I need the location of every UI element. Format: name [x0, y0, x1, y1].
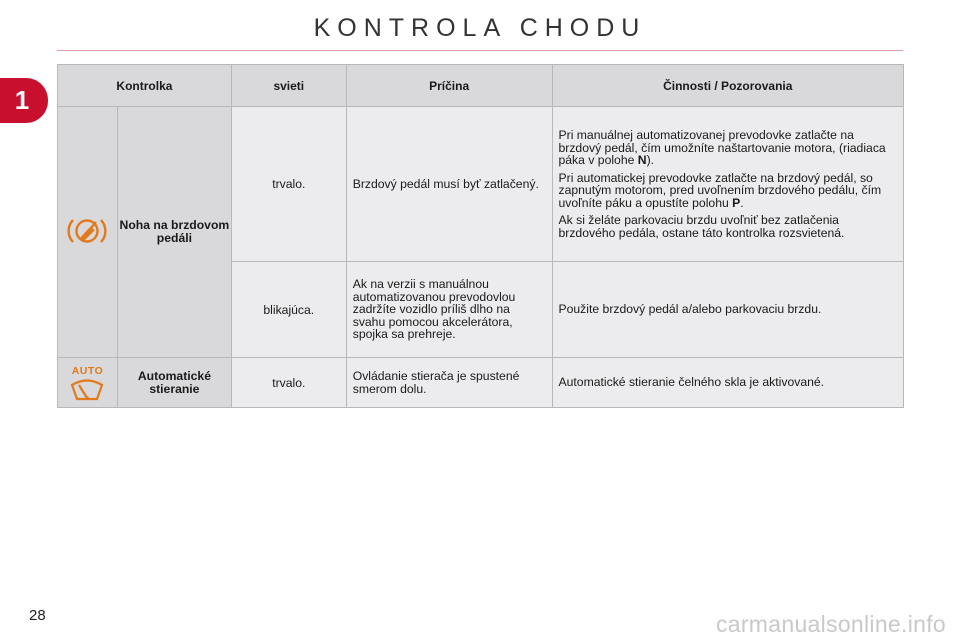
auto-wiper-icon: [68, 366, 106, 403]
action-text: Použite brzdový pedál a/alebo parkovaciu brzdu.: [552, 262, 904, 358]
actions-cell: [552, 107, 904, 262]
cause-text: Ak na verzii s manuálnou automatizovanou prevodovlou zadržíte vozidlo príliš dlho na svahu pomocou akcelerátora, spojka sa prehreje.: [346, 262, 552, 358]
status-text: trvalo.: [231, 358, 346, 408]
warning-lights-table: [57, 64, 904, 408]
page-title: KONTROLA CHODU: [313, 14, 647, 42]
table-row: [58, 107, 904, 262]
table-header-row: [58, 65, 904, 107]
status-text: trvalo.: [231, 107, 346, 262]
action-paragraph: Ak si želáte parkovaciu brzdu uvoľniť bez zatlačenia brzdového pedála, ostane táto kontrolka rozsvietená.: [558, 213, 845, 240]
column-header: svieti: [231, 65, 346, 107]
column-header: Príčina: [346, 65, 552, 107]
column-header: Činnosti / Pozorovania: [552, 65, 904, 107]
table-row: [58, 358, 904, 408]
cause-text: Ovládanie stierača je spustené smerom dolu.: [346, 358, 552, 408]
watermark: carmanualsonline.info: [715, 611, 946, 637]
title-divider: [57, 50, 903, 51]
warning-icon-cell: [58, 107, 118, 358]
column-header: Kontrolka: [58, 65, 232, 107]
cause-text: Brzdový pedál musí byť zatlačený.: [346, 107, 552, 262]
auto-label: AUTO: [71, 364, 104, 377]
warning-name: Automatické stieranie: [117, 358, 231, 408]
action-paragraph: Pri automatickej prevodovke zatlačte na brzdový pedál, so zapnutým motorom, pred uvoľnením brzdového pedálu, čím uvoľníte páku a opustíte polohu P.: [558, 170, 882, 210]
warning-name: Noha na brzdovom pedáli: [117, 107, 231, 358]
status-text: blikajúca.: [231, 262, 346, 358]
page-number: 28: [29, 607, 46, 624]
action-paragraph: Pri manuálnej automatizovanej prevodovke zatlačte na brzdový pedál, čím umožníte naštartovanie motora, (riadiaca páka v polohe N).: [558, 128, 886, 167]
brake-pedal-icon: [65, 214, 109, 248]
chapter-tab[interactable]: 1: [0, 78, 48, 123]
action-text: Automatické stieranie čelného skla je aktivované.: [552, 358, 904, 408]
warning-icon-cell: [58, 358, 118, 408]
